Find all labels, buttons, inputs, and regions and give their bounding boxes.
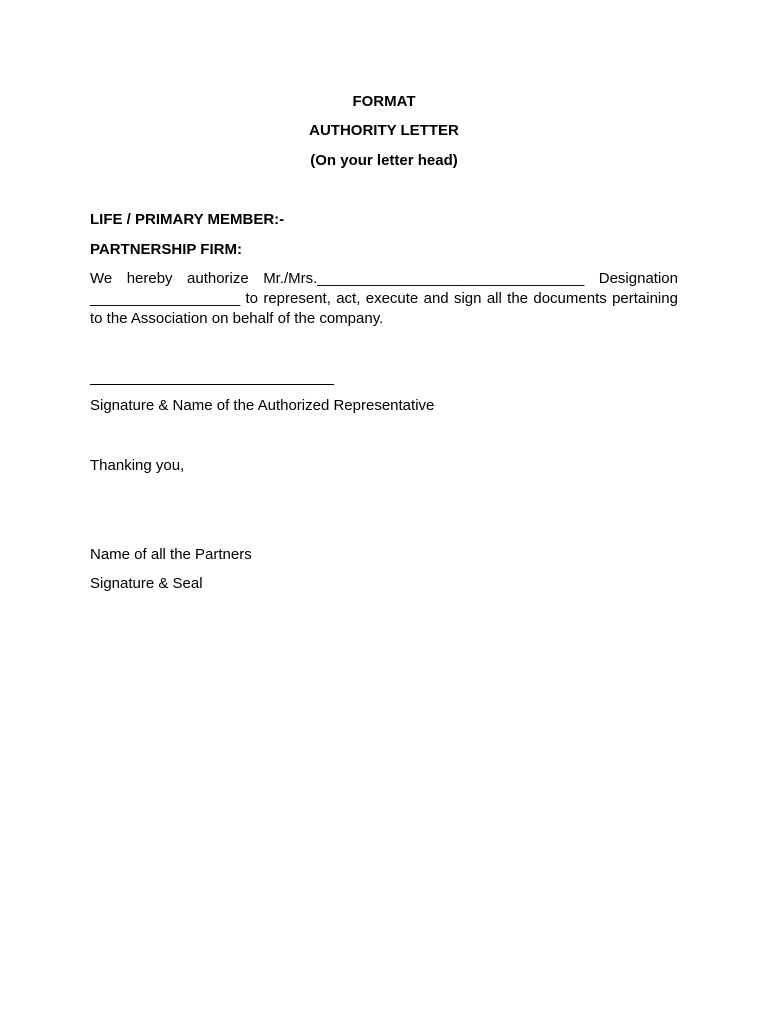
authorization-paragraph [90, 269, 678, 329]
seal-label: Signature & Seal [90, 575, 203, 592]
paragraph-line-1 [90, 269, 678, 289]
name-blank: Mr./Mrs.________________________________ [263, 270, 585, 287]
heading-subtitle: (On your letter head) [310, 152, 458, 169]
heading-format: FORMAT [352, 93, 416, 110]
word: execute [365, 290, 419, 307]
section-life-member: LIFE / PRIMARY MEMBER:- [90, 211, 285, 228]
partners-label: Name of all the Partners [90, 546, 252, 563]
heading-title: AUTHORITY LETTER [309, 122, 459, 139]
word: We [90, 270, 113, 287]
word: the [507, 290, 529, 307]
word: and [423, 290, 449, 307]
signature-line [90, 384, 334, 385]
word: all [486, 290, 502, 307]
paragraph-line-2 [90, 289, 678, 309]
word: represent, [263, 290, 331, 307]
paragraph-line-3: to the Association on behalf of the company. [90, 310, 384, 327]
word: act, [336, 290, 361, 307]
word: pertaining [612, 290, 678, 307]
section-partnership-firm: PARTNERSHIP FIRM: [90, 241, 242, 258]
signature-label: Signature & Name of the Authorized Representative [90, 397, 435, 414]
word: sign [453, 290, 482, 307]
designation-blank: __________________ [90, 290, 241, 307]
word: authorize [187, 270, 249, 287]
word: Designation [598, 270, 678, 287]
closing-text: Thanking you, [90, 457, 185, 474]
word: documents [533, 290, 607, 307]
word: hereby [126, 270, 173, 287]
word: to [245, 290, 259, 307]
